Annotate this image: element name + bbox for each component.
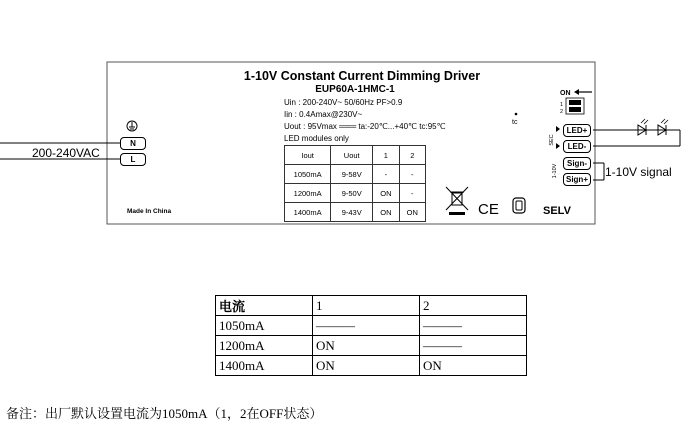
- label-table-cell: Iout: [285, 146, 331, 165]
- label-table-cell: 1050mA: [285, 165, 331, 184]
- setting-table-cell: ———: [420, 336, 527, 356]
- spec-uout: Uout : 95Vmax ═══ ta:-20℃...+40℃ tc:95℃: [284, 122, 446, 131]
- switch-pos2-label: 2: [560, 109, 564, 115]
- dip-switch-1: [569, 100, 581, 105]
- spec-led-only: LED modules only: [284, 134, 349, 143]
- label-table-cell: -: [373, 165, 399, 184]
- setting-table-cell: 2: [420, 296, 527, 316]
- setting-table-cell: 电流: [216, 296, 313, 316]
- led-neg-arrow-icon: [556, 143, 560, 149]
- setting-table-cell: 1200mA: [216, 336, 313, 356]
- terminal-sign-pos: Sign+: [563, 173, 591, 186]
- setting-table-cell: ON: [313, 336, 420, 356]
- label-table-cell: 2: [399, 146, 425, 165]
- dip-switch-2: [569, 107, 581, 112]
- ground-symbol-icon: [127, 121, 137, 131]
- terminal-sign-neg: Sign-: [563, 157, 591, 170]
- default-setting-note: 备注：出厂默认设置电流为1050mA（1，2在OFF状态）: [6, 406, 323, 421]
- protection-mark-icon: [513, 198, 525, 213]
- label-table-cell: 1400mA: [285, 203, 331, 222]
- setting-table-header: [216, 296, 527, 316]
- spec-uin: Uin : 200-240V~ 50/60Hz PF>0.9: [284, 98, 403, 107]
- switch-on-label: ON: [560, 90, 571, 97]
- setting-table-cell: 1400mA: [216, 356, 313, 376]
- current-setting-table: [215, 295, 527, 376]
- setting-table-row: [216, 356, 527, 376]
- setting-table-cell: 1: [313, 296, 420, 316]
- label-title: 1-10V Constant Current Dimming Driver: [243, 69, 481, 83]
- sec-side-label: SEC: [549, 134, 555, 146]
- setting-table-cell: ON: [420, 356, 527, 376]
- led-diode-icon: [638, 119, 668, 135]
- label-table-cell: -: [399, 184, 425, 203]
- label-table-row: [285, 165, 426, 184]
- label-table-cell: ON: [373, 203, 399, 222]
- ce-mark-icon: CE: [478, 201, 499, 218]
- label-table-cell: 1200mA: [285, 184, 331, 203]
- setting-table-cell: 1050mA: [216, 316, 313, 336]
- label-table-cell: 9-43V: [331, 203, 373, 222]
- made-in-label: Made In China: [127, 208, 172, 215]
- label-table-cell: Uout: [331, 146, 373, 165]
- label-table-cell: ON: [399, 203, 425, 222]
- label-table-cell: 9-50V: [331, 184, 373, 203]
- setting-table-row: [216, 316, 527, 336]
- switch-pos1-label: 1: [560, 102, 564, 108]
- label-table-cell: 1: [373, 146, 399, 165]
- label-current-table: [284, 145, 426, 222]
- setting-table-row: [216, 336, 527, 356]
- setting-table-cell: ———: [420, 316, 527, 336]
- dim-side-label: 1-10V: [552, 163, 558, 179]
- setting-table-cell: ON: [313, 356, 420, 376]
- selv-label: SELV: [543, 205, 571, 217]
- external-input-label: 200-240VAC: [32, 146, 100, 160]
- terminal-led-pos: LED+: [563, 124, 591, 137]
- label-table-header: [285, 146, 426, 165]
- label-table-cell: -: [399, 165, 425, 184]
- tc-label: tc: [512, 119, 518, 126]
- terminal-l: L: [120, 153, 146, 166]
- terminal-led-neg: LED-: [563, 140, 591, 153]
- label-table-row: [285, 203, 426, 222]
- weee-bin-icon: [446, 187, 468, 215]
- label-table-cell: ON: [373, 184, 399, 203]
- label-model: EUP60A-1HMC-1: [315, 84, 395, 95]
- led-pos-arrow-icon: [556, 126, 560, 132]
- spec-iin: Iin : 0.4Amax@230V~: [284, 110, 363, 119]
- external-signal-label: 1-10V signal: [605, 165, 672, 179]
- terminal-n: N: [120, 137, 146, 150]
- label-table-cell: 9-58V: [331, 165, 373, 184]
- setting-table-cell: ———: [313, 316, 420, 336]
- tc-marker-icon: [515, 113, 518, 116]
- label-table-row: [285, 184, 426, 203]
